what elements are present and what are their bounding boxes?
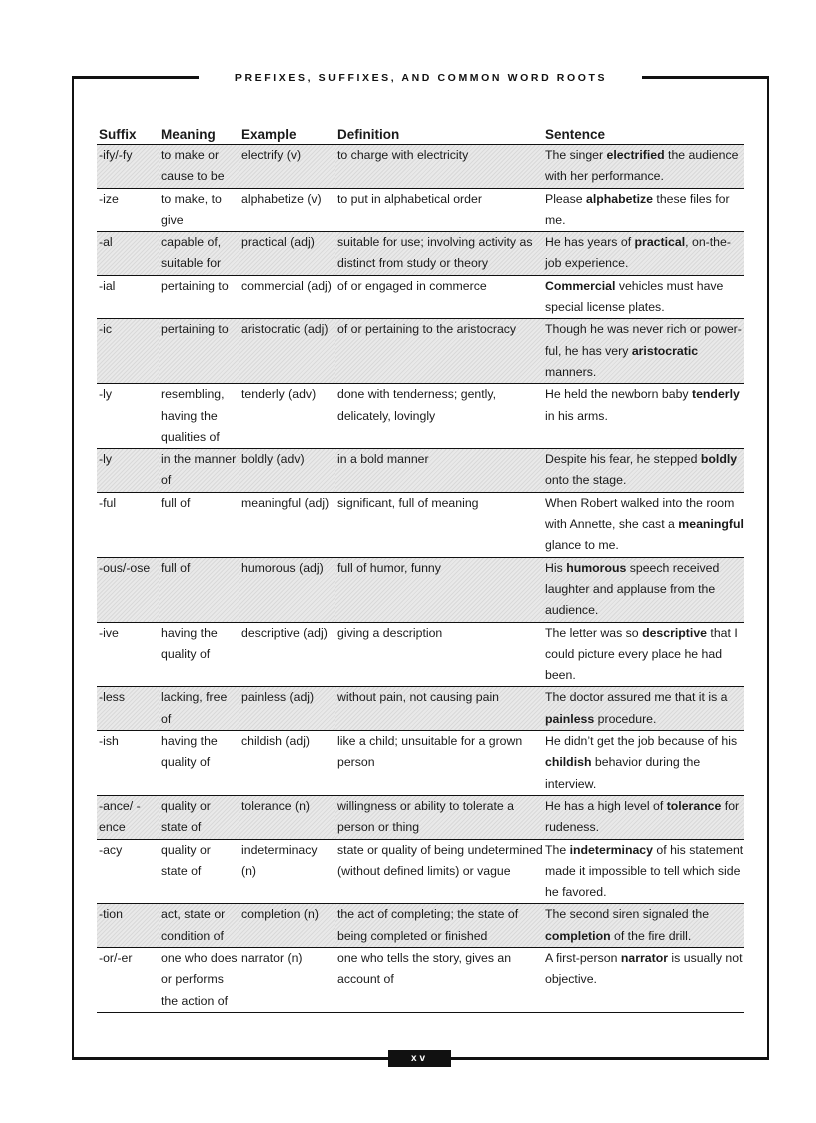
suffix-cell: -less — [97, 687, 159, 731]
table-row — [97, 731, 744, 796]
meaning-cell: capable of, suitable for — [159, 232, 239, 276]
meaning-cell: to make or cause to be — [159, 145, 239, 189]
sentence-example-word: humorous — [566, 560, 627, 575]
sentence-example-word: descriptive — [642, 625, 707, 640]
table-row — [97, 947, 744, 1012]
meaning-cell: one who does or performs the action of — [159, 947, 239, 1012]
sentence-cell — [543, 947, 744, 1012]
header-meaning: Meaning — [159, 124, 239, 145]
example-cell: tenderly (adv) — [239, 384, 335, 449]
suffix-cell: -ly — [97, 384, 159, 449]
definition-cell: one who tells the story, gives an account of — [335, 947, 543, 1012]
suffix-cell: -ly — [97, 449, 159, 493]
sentence-text: Despite his fear, he stepped — [545, 452, 701, 467]
table-row — [97, 839, 744, 904]
suffix-cell: -ance/ -ence — [97, 795, 159, 839]
suffix-cell: -ful — [97, 492, 159, 557]
suffix-cell: -ial — [97, 275, 159, 319]
example-cell: descriptive (adj) — [239, 622, 335, 687]
table-row — [97, 449, 744, 493]
sentence-cell — [543, 687, 744, 731]
sentence-cell — [543, 232, 744, 276]
header-suffix: Suffix — [97, 124, 159, 145]
sentence-text: the audience with her performance. — [545, 148, 739, 184]
sentence-text: , on-the-job experience. — [545, 235, 731, 271]
example-cell: meaningful (adj) — [239, 492, 335, 557]
sentence-text: Please — [545, 191, 587, 206]
sentence-text: He held the newborn baby — [545, 387, 692, 402]
sentence-text: speech received laughter and applause from the audience. — [545, 560, 720, 618]
example-cell: indeterminacy (n) — [239, 839, 335, 904]
meaning-cell: having the quality of — [159, 731, 239, 796]
frame-top-right-rule — [642, 76, 769, 79]
suffix-cell: -ish — [97, 731, 159, 796]
example-cell: aristocratic (adj) — [239, 319, 335, 384]
sentence-text: manners. — [545, 364, 597, 379]
sentence-text: His — [545, 560, 567, 575]
meaning-cell: in the manner of — [159, 449, 239, 493]
definition-cell: state or quality of being undetermined (without defined limits) or vague — [335, 839, 543, 904]
sentence-text: The letter was so — [545, 625, 643, 640]
example-cell: boldly (adv) — [239, 449, 335, 493]
table-row — [97, 795, 744, 839]
table-row — [97, 492, 744, 557]
sentence-text: The second siren signaled the — [545, 907, 710, 922]
sentence-text: The — [545, 842, 570, 857]
definition-cell: the act of completing; the state of being completed or finished — [335, 904, 543, 948]
sentence-text: behavior during the interview. — [545, 755, 701, 791]
definition-cell: of or engaged in commerce — [335, 275, 543, 319]
frame-right-rule — [767, 76, 769, 1060]
sentence-cell — [543, 319, 744, 384]
suffix-cell: -or/-er — [97, 947, 159, 1012]
example-cell: humorous (adj) — [239, 557, 335, 622]
example-cell: tolerance (n) — [239, 795, 335, 839]
table-row — [97, 622, 744, 687]
header-example: Example — [239, 124, 335, 145]
example-cell: alphabetize (v) — [239, 188, 335, 232]
meaning-cell: full of — [159, 557, 239, 622]
suffix-cell: -ive — [97, 622, 159, 687]
meaning-cell: lacking, free of — [159, 687, 239, 731]
table-row — [97, 687, 744, 731]
sentence-text: of the fire drill. — [610, 928, 692, 943]
suffix-cell: -al — [97, 232, 159, 276]
definition-cell: willingness or ability to tolerate a person or thing — [335, 795, 543, 839]
sentence-example-word: tenderly — [691, 387, 740, 402]
meaning-cell: act, state or condition of — [159, 904, 239, 948]
table-row — [97, 904, 744, 948]
definition-cell: full of humor, funny — [335, 557, 543, 622]
meaning-cell: resembling, having the qualities of — [159, 384, 239, 449]
suffix-table — [97, 124, 744, 1013]
sentence-example-word: boldly — [700, 452, 738, 467]
meaning-cell: pertaining to — [159, 319, 239, 384]
sentence-text: vehicles must have special license plates. — [545, 278, 724, 315]
sentence-text: He has a high level of — [545, 798, 667, 813]
sentence-text: is usually not objective. — [545, 950, 743, 987]
table-row — [97, 275, 744, 319]
sentence-text: onto the stage. — [545, 473, 627, 488]
frame-left-rule — [72, 76, 74, 1060]
example-cell: commercial (adj) — [239, 275, 335, 319]
meaning-cell: pertaining to — [159, 275, 239, 319]
sentence-text: Though he was never rich or power-ful, he has very — [545, 322, 742, 358]
definition-cell: to charge with electricity — [335, 145, 543, 189]
page-number: xv — [388, 1050, 451, 1067]
table-row — [97, 232, 744, 276]
table-row — [97, 188, 744, 232]
sentence-cell — [543, 384, 744, 449]
example-cell: narrator (n) — [239, 947, 335, 1012]
definition-cell: giving a description — [335, 622, 543, 687]
sentence-cell — [543, 449, 744, 493]
sentence-example-word: alphabetize — [586, 191, 653, 206]
sentence-example-word: practical — [634, 235, 686, 250]
sentence-example-word: electrified — [606, 148, 665, 162]
table-row — [97, 557, 744, 622]
suffix-cell: -ous/-ose — [97, 557, 159, 622]
table-header-row — [97, 124, 744, 145]
example-cell: completion (n) — [239, 904, 335, 948]
sentence-text: He didn’t get the job because of his — [545, 734, 738, 749]
definition-cell: to put in alphabetical order — [335, 188, 543, 232]
definition-cell: suitable for use; involving activity as distinct from study or theory — [335, 232, 543, 276]
sentence-text: of his statement made it impossible to tell which side he favored. — [545, 842, 744, 900]
table-row — [97, 145, 744, 189]
definition-cell: without pain, not causing pain — [335, 687, 543, 731]
running-head: PREFIXES, SUFFIXES, AND COMMON WORD ROOTS — [234, 72, 608, 84]
meaning-cell: having the quality of — [159, 622, 239, 687]
table-row — [97, 319, 744, 384]
example-cell: practical (adj) — [239, 232, 335, 276]
example-cell: childish (adj) — [239, 731, 335, 796]
sentence-text: He has years of — [545, 235, 635, 250]
suffix-cell: -ify/-fy — [97, 145, 159, 189]
sentence-example-word: painless — [545, 711, 595, 726]
definition-cell: in a bold manner — [335, 449, 543, 493]
sentence-cell — [543, 557, 744, 622]
sentence-text: glance to me. — [545, 538, 619, 553]
sentence-text: A first-person — [545, 950, 621, 965]
suffix-cell: -ic — [97, 319, 159, 384]
meaning-cell: to make, to give — [159, 188, 239, 232]
definition-cell: done with tenderness; gently, delicately, lovingly — [335, 384, 543, 449]
sentence-text: The singer — [545, 148, 607, 162]
definition-cell: like a child; unsuitable for a grown person — [335, 731, 543, 796]
sentence-text: for rudeness. — [545, 798, 740, 835]
definition-cell: significant, full of meaning — [335, 492, 543, 557]
table-row — [97, 384, 744, 449]
sentence-text: When Robert walked into the room with Annette, she cast a — [545, 495, 735, 532]
header-sentence: Sentence — [543, 124, 744, 145]
sentence-cell — [543, 839, 744, 904]
suffix-cell: -ize — [97, 188, 159, 232]
sentence-text: these files for me. — [545, 191, 730, 227]
sentence-example-word: aristocratic — [631, 343, 699, 358]
suffix-cell: -acy — [97, 839, 159, 904]
sentence-example-word: indeterminacy — [569, 842, 653, 857]
sentence-example-word: narrator — [620, 950, 669, 965]
sentence-example-word: childish — [545, 755, 592, 770]
sentence-cell — [543, 145, 744, 189]
definition-cell: of or pertaining to the aristocracy — [335, 319, 543, 384]
sentence-text: that I could picture every place he had been. — [545, 625, 738, 683]
sentence-text: procedure. — [594, 711, 657, 726]
sentence-cell — [543, 622, 744, 687]
header-definition: Definition — [335, 124, 543, 145]
example-cell: electrify (v) — [239, 145, 335, 189]
sentence-example-word: Commercial — [545, 278, 616, 293]
suffix-cell: -tion — [97, 904, 159, 948]
example-cell: painless (adj) — [239, 687, 335, 731]
sentence-cell — [543, 904, 744, 948]
sentence-example-word: completion — [545, 928, 611, 943]
frame-top-left-rule — [72, 76, 199, 79]
sentence-cell — [543, 188, 744, 232]
meaning-cell: full of — [159, 492, 239, 557]
sentence-cell — [543, 275, 744, 319]
meaning-cell: quality or state of — [159, 839, 239, 904]
sentence-cell — [543, 492, 744, 557]
sentence-example-word: tolerance — [666, 798, 722, 813]
sentence-text: in his arms. — [545, 408, 608, 423]
sentence-text: The doctor assured me that it is a — [545, 690, 728, 705]
sentence-cell — [543, 731, 744, 796]
sentence-cell — [543, 795, 744, 839]
sentence-example-word: meaningful — [678, 517, 744, 532]
meaning-cell: quality or state of — [159, 795, 239, 839]
